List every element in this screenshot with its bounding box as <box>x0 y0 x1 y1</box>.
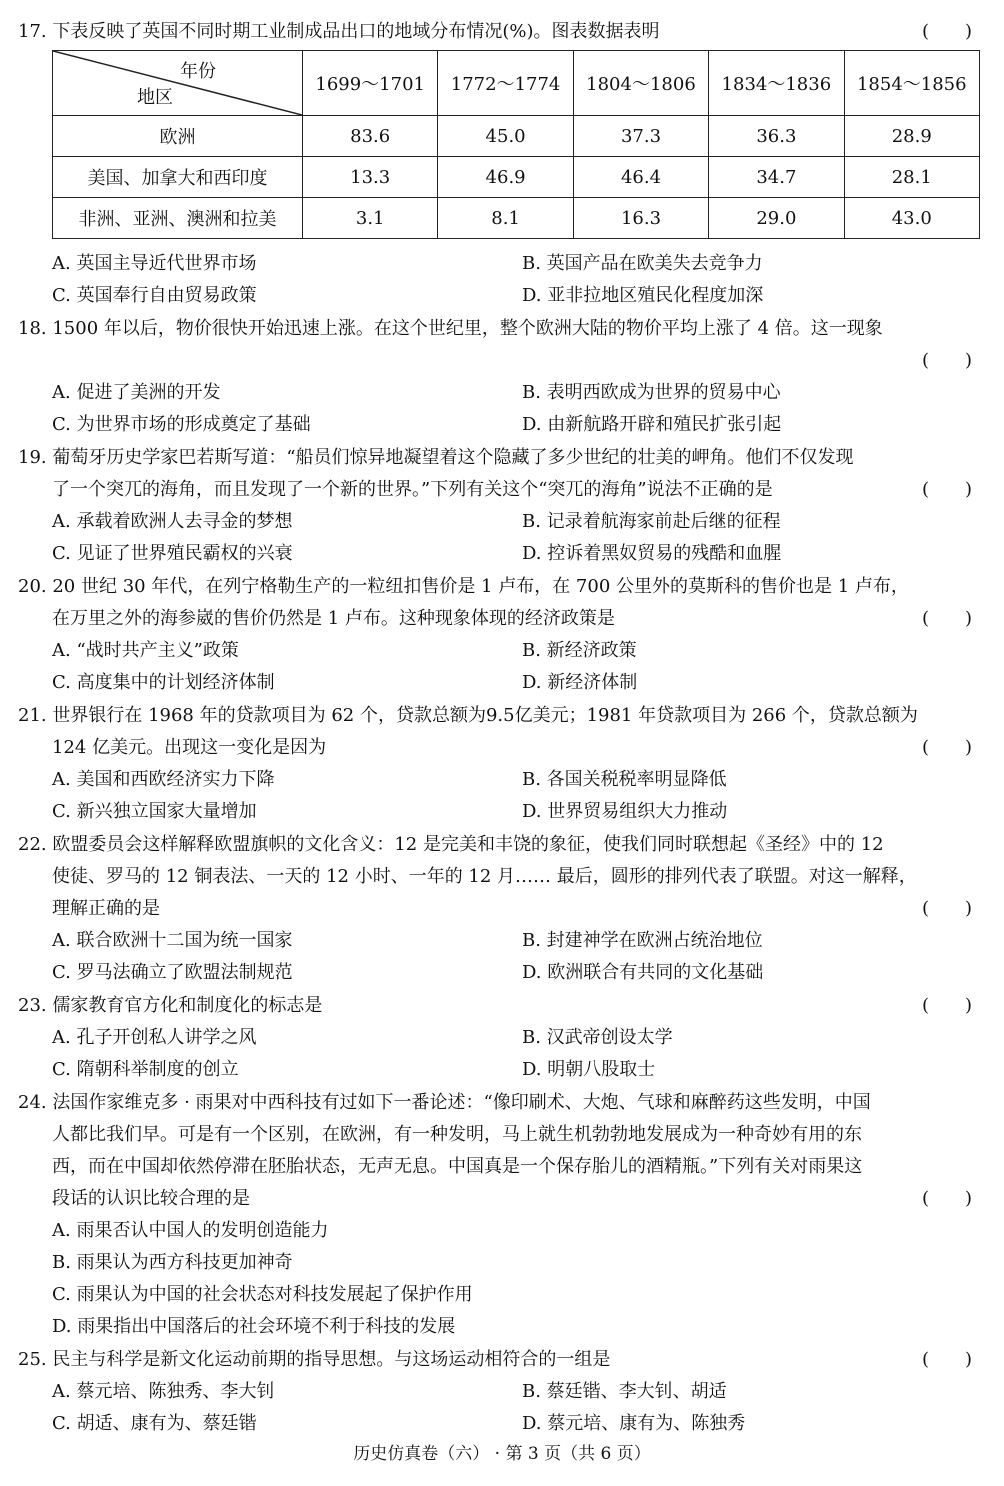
q20-stem: 20. 20 世纪 30 年代，在列宁格勒生产的一粒纽扣售价是 1 卢布，在 700 公里外的莫斯科的售价也是 1 卢布， <box>18 576 909 597</box>
q21-option-b: B. 各国关税税率明显降低 <box>522 769 727 790</box>
q24-answer-paren: ( ) <box>922 1188 973 1209</box>
region-cell: 美国、加拿大和西印度 <box>53 157 303 198</box>
q24-stem-line4: 段话的认识比较合理的是 <box>52 1188 250 1209</box>
q21-option-a: A. 美国和西欧经济实力下降 <box>52 769 275 790</box>
q21-stem: 21. 世界银行在 1968 年的贷款项目为 62 个，贷款总额为9.5亿美元；1981 年贷款项目为 266 个，贷款总额为 <box>18 705 918 726</box>
column-header: 1854～1856 <box>844 51 979 116</box>
q25-option-c: C. 胡适、康有为、蔡廷锴 <box>52 1413 257 1434</box>
q17-stem: 17. 下表反映了英国不同时期工业制成品出口的地域分布情况(%)。图表数据表明 <box>18 21 660 42</box>
value-cell: 3.1 <box>303 198 438 239</box>
q19-stem-line2: 了一个突兀的海角，而且发现了一个新的世界。”下列有关这个“突兀的海角”说法不正确的是 <box>52 479 773 500</box>
q24-stem-line3: 西，而在中国却依然停滞在胚胎状态，无声无息。中国真是一个保存胎儿的酒精瓶。”下列有关对雨果这 <box>52 1156 863 1177</box>
q25-option-a: A. 蔡元培、陈独秀、李大钊 <box>52 1381 275 1402</box>
q21-answer-paren: ( ) <box>922 737 973 758</box>
q22-option-c: C. 罗马法确立了欧盟法制规范 <box>52 962 293 983</box>
value-cell: 46.4 <box>573 157 708 198</box>
q17-option-a: A. 英国主导近代世界市场 <box>52 253 257 274</box>
value-cell: 83.6 <box>303 116 438 157</box>
q23-stem: 23. 儒家教育官方化和制度化的标志是 <box>18 995 323 1016</box>
q20-option-a: A. “战时共产主义”政策 <box>52 640 239 661</box>
q18-option-a: A. 促进了美洲的开发 <box>52 382 221 403</box>
q20-stem-line2: 在万里之外的海参崴的售价仍然是 1 卢布。这种现象体现的经济政策是 <box>52 608 615 629</box>
q17-option-b: B. 英国产品在欧美失去竞争力 <box>522 253 763 274</box>
header-region-label: 地区 <box>137 87 173 108</box>
q24-stem: 24. 法国作家维克多 · 雨果对中西科技有过如下一番论述：“像印刷术、大炮、气球和麻醉药这些发明，中国 <box>18 1092 871 1113</box>
table-row <box>53 116 980 157</box>
q24-option-b: B. 雨果认为西方科技更加神奇 <box>52 1252 293 1273</box>
q18-option-d: D. 由新航路开辟和殖民扩张引起 <box>522 414 782 435</box>
export-distribution-table <box>52 50 980 239</box>
q23-option-b: B. 汉武帝创设太学 <box>522 1027 673 1048</box>
q22-stem: 22. 欧盟委员会这样解释欧盟旗帜的文化含义：12 是完美和丰饶的象征，使我们同时联想起《圣经》中的 12 <box>18 834 884 855</box>
table-row <box>53 157 980 198</box>
q17-option-d: D. 亚非拉地区殖民化程度加深 <box>522 285 764 306</box>
value-cell: 37.3 <box>573 116 708 157</box>
table-header-row <box>53 51 980 116</box>
q25-option-b: B. 蔡廷锴、李大钊、胡适 <box>522 1381 727 1402</box>
q17-answer-paren: ( ) <box>922 21 973 42</box>
value-cell: 28.9 <box>844 116 979 157</box>
region-cell: 非洲、亚洲、澳洲和拉美 <box>53 198 303 239</box>
value-cell: 16.3 <box>573 198 708 239</box>
q25-option-d: D. 蔡元培、康有为、陈独秀 <box>522 1413 746 1434</box>
value-cell: 28.1 <box>844 157 979 198</box>
header-year-label: 年份 <box>180 61 216 82</box>
q22-stem-line3: 理解正确的是 <box>52 898 160 919</box>
q25-answer-paren: ( ) <box>922 1349 973 1370</box>
q21-option-d: D. 世界贸易组织大力推动 <box>522 801 728 822</box>
q20-option-c: C. 高度集中的计划经济体制 <box>52 672 275 693</box>
value-cell: 45.0 <box>438 116 573 157</box>
q22-stem-line2: 使徒、罗马的 12 铜表法、一天的 12 小时、一年的 12 月…… 最后，圆形的排列代表了联盟。对这一解释， <box>52 866 917 887</box>
q24-option-c: C. 雨果认为中国的社会状态对科技发展起了保护作用 <box>52 1284 473 1305</box>
value-cell: 8.1 <box>438 198 573 239</box>
q19-option-d: D. 控诉着黑奴贸易的残酷和血腥 <box>522 543 782 564</box>
q25-stem: 25. 民主与科学是新文化运动前期的指导思想。与这场运动相符合的一组是 <box>18 1349 611 1370</box>
diagonal-header-cell <box>53 51 303 116</box>
q20-option-d: D. 新经济体制 <box>522 672 638 693</box>
q20-option-b: B. 新经济政策 <box>522 640 637 661</box>
q18-option-c: C. 为世界市场的形成奠定了基础 <box>52 414 311 435</box>
value-cell: 46.9 <box>438 157 573 198</box>
q22-option-b: B. 封建神学在欧洲占统治地位 <box>522 930 763 951</box>
page-footer: 历史仿真卷（六） · 第 3 页（共 6 页） <box>353 1444 651 1464</box>
value-cell: 36.3 <box>709 116 844 157</box>
q22-answer-paren: ( ) <box>922 898 973 919</box>
q18-option-b: B. 表明西欧成为世界的贸易中心 <box>522 382 781 403</box>
q19-option-b: B. 记录着航海家前赴后继的征程 <box>522 511 781 532</box>
q18-answer-paren: ( ) <box>922 350 973 371</box>
column-header: 1772～1774 <box>438 51 573 116</box>
value-cell: 43.0 <box>844 198 979 239</box>
table-row <box>53 198 980 239</box>
column-header: 1804～1806 <box>573 51 708 116</box>
q23-option-a: A. 孔子开创私人讲学之风 <box>52 1027 257 1048</box>
q19-stem: 19. 葡萄牙历史学家巴若斯写道：“船员们惊异地凝望着这个隐藏了多少世纪的壮美的岬角。他们不仅发现 <box>18 447 854 468</box>
q24-option-d: D. 雨果指出中国落后的社会环境不利于科技的发展 <box>52 1316 456 1337</box>
q21-stem-line2: 124 亿美元。出现这一变化是因为 <box>52 737 327 758</box>
value-cell: 13.3 <box>303 157 438 198</box>
q19-option-a: A. 承载着欧洲人去寻金的梦想 <box>52 511 293 532</box>
region-cell: 欧洲 <box>53 116 303 157</box>
q20-answer-paren: ( ) <box>922 608 973 629</box>
q18-stem: 18. 1500 年以后，物价很快开始迅速上涨。在这个世纪里，整个欧洲大陆的物价平均上涨了 4 倍。这一现象 <box>18 318 883 339</box>
q19-answer-paren: ( ) <box>922 479 973 500</box>
q22-option-a: A. 联合欧洲十二国为统一国家 <box>52 930 293 951</box>
q24-stem-line2: 人都比我们早。可是有一个区别，在欧洲，有一种发明，马上就生机勃勃地发展成为一种奇妙有用的东 <box>52 1124 862 1145</box>
q19-option-c: C. 见证了世界殖民霸权的兴衰 <box>52 543 293 564</box>
q22-option-d: D. 欧洲联合有共同的文化基础 <box>522 962 764 983</box>
q23-option-d: D. 明朝八股取士 <box>522 1059 656 1080</box>
q23-answer-paren: ( ) <box>922 995 973 1016</box>
q23-option-c: C. 隋朝科举制度的创立 <box>52 1059 239 1080</box>
value-cell: 34.7 <box>709 157 844 198</box>
q21-option-c: C. 新兴独立国家大量增加 <box>52 801 257 822</box>
q17-option-c: C. 英国奉行自由贸易政策 <box>52 285 257 306</box>
column-header: 1699～1701 <box>303 51 438 116</box>
q24-option-a: A. 雨果否认中国人的发明创造能力 <box>52 1220 329 1241</box>
column-header: 1834～1836 <box>709 51 844 116</box>
value-cell: 29.0 <box>709 198 844 239</box>
